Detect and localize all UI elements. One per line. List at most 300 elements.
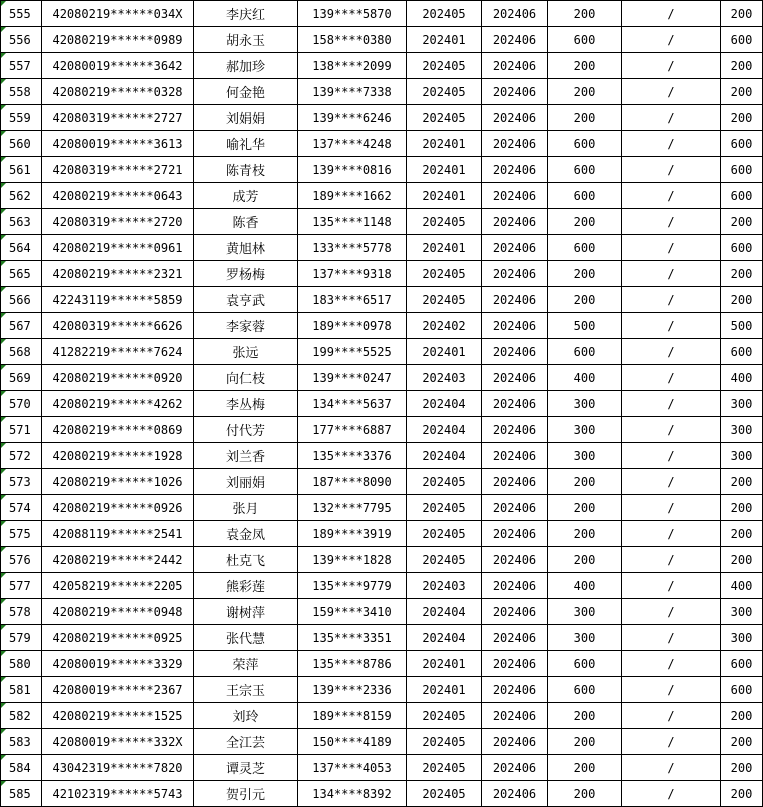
id-number-cell: 42080219******2321 <box>42 261 194 287</box>
end-month-cell: 202406 <box>482 599 548 625</box>
end-month-cell: 202406 <box>482 235 548 261</box>
deduction-cell: / <box>622 183 721 209</box>
phone-cell: 137****4248 <box>298 131 407 157</box>
name-cell: 何金艳 <box>194 79 298 105</box>
amount-cell: 600 <box>548 131 622 157</box>
end-month-cell: 202406 <box>482 755 548 781</box>
table-row <box>1 157 763 183</box>
deduction-cell: / <box>622 313 721 339</box>
phone-cell: 177****6887 <box>298 417 407 443</box>
amount-cell: 200 <box>548 521 622 547</box>
table-row <box>1 79 763 105</box>
amount-cell: 600 <box>548 651 622 677</box>
deduction-cell: / <box>622 105 721 131</box>
amount-cell: 300 <box>548 443 622 469</box>
id-number-cell: 43042319******7820 <box>42 755 194 781</box>
total-cell: 200 <box>721 1 763 27</box>
phone-cell: 134****8392 <box>298 781 407 807</box>
end-month-cell: 202406 <box>482 703 548 729</box>
amount-cell: 600 <box>548 677 622 703</box>
total-cell: 600 <box>721 651 763 677</box>
start-month-cell: 202405 <box>407 79 482 105</box>
id-number-cell: 42080219******034X <box>42 1 194 27</box>
end-month-cell: 202406 <box>482 729 548 755</box>
deduction-cell: / <box>622 469 721 495</box>
id-number-cell: 42080319******2720 <box>42 209 194 235</box>
name-cell: 袁亨武 <box>194 287 298 313</box>
total-cell: 300 <box>721 391 763 417</box>
end-month-cell: 202406 <box>482 209 548 235</box>
phone-cell: 135****9779 <box>298 573 407 599</box>
total-cell: 200 <box>721 79 763 105</box>
phone-cell: 135****3351 <box>298 625 407 651</box>
id-number-cell: 42080319******6626 <box>42 313 194 339</box>
name-cell: 谢树萍 <box>194 599 298 625</box>
table-row <box>1 599 763 625</box>
name-cell: 刘玲 <box>194 703 298 729</box>
total-cell: 200 <box>721 209 763 235</box>
name-cell: 李家蓉 <box>194 313 298 339</box>
name-cell: 李丛梅 <box>194 391 298 417</box>
id-number-cell: 42243119******5859 <box>42 287 194 313</box>
start-month-cell: 202405 <box>407 547 482 573</box>
phone-cell: 139****0247 <box>298 365 407 391</box>
deduction-cell: / <box>622 53 721 79</box>
total-cell: 600 <box>721 183 763 209</box>
total-cell: 200 <box>721 53 763 79</box>
end-month-cell: 202406 <box>482 547 548 573</box>
total-cell: 200 <box>721 495 763 521</box>
table-row <box>1 209 763 235</box>
total-cell: 200 <box>721 521 763 547</box>
end-month-cell: 202406 <box>482 287 548 313</box>
name-cell: 谭灵芝 <box>194 755 298 781</box>
end-month-cell: 202406 <box>482 313 548 339</box>
row-number-cell: 568 <box>1 339 42 365</box>
id-number-cell: 42080219******0926 <box>42 495 194 521</box>
phone-cell: 135****1148 <box>298 209 407 235</box>
amount-cell: 200 <box>548 781 622 807</box>
phone-cell: 137****4053 <box>298 755 407 781</box>
amount-cell: 600 <box>548 183 622 209</box>
start-month-cell: 202404 <box>407 391 482 417</box>
id-number-cell: 42080219******0328 <box>42 79 194 105</box>
row-number-cell: 581 <box>1 677 42 703</box>
total-cell: 500 <box>721 313 763 339</box>
name-cell: 张远 <box>194 339 298 365</box>
amount-cell: 200 <box>548 79 622 105</box>
deduction-cell: / <box>622 157 721 183</box>
amount-cell: 200 <box>548 495 622 521</box>
amount-cell: 300 <box>548 625 622 651</box>
start-month-cell: 202401 <box>407 677 482 703</box>
row-number-cell: 574 <box>1 495 42 521</box>
amount-cell: 600 <box>548 27 622 53</box>
id-number-cell: 42080319******2727 <box>42 105 194 131</box>
total-cell: 600 <box>721 27 763 53</box>
end-month-cell: 202406 <box>482 261 548 287</box>
name-cell: 黄旭林 <box>194 235 298 261</box>
row-number-cell: 571 <box>1 417 42 443</box>
phone-cell: 134****5637 <box>298 391 407 417</box>
deduction-cell: / <box>622 443 721 469</box>
phone-cell: 139****2336 <box>298 677 407 703</box>
name-cell: 李庆红 <box>194 1 298 27</box>
phone-cell: 189****3919 <box>298 521 407 547</box>
row-number-cell: 564 <box>1 235 42 261</box>
end-month-cell: 202406 <box>482 573 548 599</box>
total-cell: 300 <box>721 599 763 625</box>
name-cell: 张月 <box>194 495 298 521</box>
id-number-cell: 42080219******1026 <box>42 469 194 495</box>
total-cell: 200 <box>721 469 763 495</box>
row-number-cell: 558 <box>1 79 42 105</box>
name-cell: 刘丽娟 <box>194 469 298 495</box>
table-row <box>1 391 763 417</box>
deduction-cell: / <box>622 79 721 105</box>
deduction-cell: / <box>622 547 721 573</box>
amount-cell: 600 <box>548 235 622 261</box>
name-cell: 陈香 <box>194 209 298 235</box>
phone-cell: 133****5778 <box>298 235 407 261</box>
start-month-cell: 202401 <box>407 157 482 183</box>
row-number-cell: 562 <box>1 183 42 209</box>
deduction-cell: / <box>622 573 721 599</box>
name-cell: 陈青枝 <box>194 157 298 183</box>
table-row <box>1 235 763 261</box>
end-month-cell: 202406 <box>482 1 548 27</box>
phone-cell: 189****0978 <box>298 313 407 339</box>
id-number-cell: 42080019******3613 <box>42 131 194 157</box>
name-cell: 胡永玉 <box>194 27 298 53</box>
row-number-cell: 560 <box>1 131 42 157</box>
deduction-cell: / <box>622 599 721 625</box>
phone-cell: 139****1828 <box>298 547 407 573</box>
total-cell: 600 <box>721 339 763 365</box>
id-number-cell: 42080219******2442 <box>42 547 194 573</box>
start-month-cell: 202405 <box>407 261 482 287</box>
start-month-cell: 202401 <box>407 183 482 209</box>
row-number-cell: 585 <box>1 781 42 807</box>
deduction-cell: / <box>622 755 721 781</box>
deduction-cell: / <box>622 495 721 521</box>
row-number-cell: 567 <box>1 313 42 339</box>
deduction-cell: / <box>622 521 721 547</box>
row-number-cell: 577 <box>1 573 42 599</box>
table-row <box>1 27 763 53</box>
amount-cell: 300 <box>548 599 622 625</box>
name-cell: 杜克飞 <box>194 547 298 573</box>
amount-cell: 600 <box>548 157 622 183</box>
id-number-cell: 42080219******1928 <box>42 443 194 469</box>
table-row <box>1 781 763 807</box>
table-row <box>1 261 763 287</box>
row-number-cell: 580 <box>1 651 42 677</box>
amount-cell: 200 <box>548 53 622 79</box>
row-number-cell: 578 <box>1 599 42 625</box>
total-cell: 300 <box>721 443 763 469</box>
row-number-cell: 556 <box>1 27 42 53</box>
phone-cell: 138****2099 <box>298 53 407 79</box>
name-cell: 王宗玉 <box>194 677 298 703</box>
end-month-cell: 202406 <box>482 27 548 53</box>
table-row <box>1 1 763 27</box>
phone-cell: 187****8090 <box>298 469 407 495</box>
row-number-cell: 584 <box>1 755 42 781</box>
amount-cell: 200 <box>548 547 622 573</box>
total-cell: 200 <box>721 755 763 781</box>
table-row <box>1 521 763 547</box>
start-month-cell: 202405 <box>407 495 482 521</box>
amount-cell: 200 <box>548 287 622 313</box>
table-row <box>1 287 763 313</box>
deduction-cell: / <box>622 131 721 157</box>
table-row <box>1 183 763 209</box>
start-month-cell: 202405 <box>407 105 482 131</box>
row-number-cell: 561 <box>1 157 42 183</box>
row-number-cell: 555 <box>1 1 42 27</box>
total-cell: 400 <box>721 365 763 391</box>
amount-cell: 200 <box>548 105 622 131</box>
start-month-cell: 202401 <box>407 339 482 365</box>
name-cell: 贺引元 <box>194 781 298 807</box>
row-number-cell: 575 <box>1 521 42 547</box>
table-row <box>1 131 763 157</box>
end-month-cell: 202406 <box>482 469 548 495</box>
table-row <box>1 105 763 131</box>
start-month-cell: 202405 <box>407 781 482 807</box>
amount-cell: 600 <box>548 339 622 365</box>
total-cell: 200 <box>721 703 763 729</box>
name-cell: 张代慧 <box>194 625 298 651</box>
table-row <box>1 443 763 469</box>
end-month-cell: 202406 <box>482 781 548 807</box>
name-cell: 郝加珍 <box>194 53 298 79</box>
total-cell: 600 <box>721 235 763 261</box>
row-number-cell: 579 <box>1 625 42 651</box>
deduction-cell: / <box>622 339 721 365</box>
start-month-cell: 202403 <box>407 573 482 599</box>
amount-cell: 300 <box>548 391 622 417</box>
row-number-cell: 582 <box>1 703 42 729</box>
amount-cell: 200 <box>548 209 622 235</box>
id-number-cell: 42080219******0920 <box>42 365 194 391</box>
id-number-cell: 42080219******0948 <box>42 599 194 625</box>
end-month-cell: 202406 <box>482 521 548 547</box>
start-month-cell: 202402 <box>407 313 482 339</box>
phone-cell: 135****8786 <box>298 651 407 677</box>
start-month-cell: 202401 <box>407 131 482 157</box>
id-number-cell: 41282219******7624 <box>42 339 194 365</box>
deduction-cell: / <box>622 703 721 729</box>
start-month-cell: 202405 <box>407 209 482 235</box>
start-month-cell: 202405 <box>407 521 482 547</box>
row-number-cell: 570 <box>1 391 42 417</box>
end-month-cell: 202406 <box>482 339 548 365</box>
amount-cell: 200 <box>548 729 622 755</box>
phone-cell: 159****3410 <box>298 599 407 625</box>
end-month-cell: 202406 <box>482 651 548 677</box>
name-cell: 向仁枝 <box>194 365 298 391</box>
id-number-cell: 42080019******3642 <box>42 53 194 79</box>
deduction-cell: / <box>622 287 721 313</box>
name-cell: 成芳 <box>194 183 298 209</box>
table-row <box>1 469 763 495</box>
row-number-cell: 572 <box>1 443 42 469</box>
name-cell: 刘娟娟 <box>194 105 298 131</box>
start-month-cell: 202405 <box>407 729 482 755</box>
amount-cell: 300 <box>548 417 622 443</box>
phone-cell: 189****1662 <box>298 183 407 209</box>
start-month-cell: 202405 <box>407 53 482 79</box>
deduction-cell: / <box>622 729 721 755</box>
id-number-cell: 42080219******0925 <box>42 625 194 651</box>
deduction-cell: / <box>622 651 721 677</box>
phone-cell: 189****8159 <box>298 703 407 729</box>
row-number-cell: 573 <box>1 469 42 495</box>
deduction-cell: / <box>622 365 721 391</box>
name-cell: 罗杨梅 <box>194 261 298 287</box>
deduction-cell: / <box>622 209 721 235</box>
amount-cell: 200 <box>548 703 622 729</box>
table-row <box>1 417 763 443</box>
amount-cell: 500 <box>548 313 622 339</box>
total-cell: 300 <box>721 625 763 651</box>
start-month-cell: 202401 <box>407 27 482 53</box>
phone-cell: 137****9318 <box>298 261 407 287</box>
total-cell: 600 <box>721 131 763 157</box>
name-cell: 全江芸 <box>194 729 298 755</box>
name-cell: 荣萍 <box>194 651 298 677</box>
id-number-cell: 42080219******0643 <box>42 183 194 209</box>
amount-cell: 200 <box>548 261 622 287</box>
id-number-cell: 42080019******2367 <box>42 677 194 703</box>
row-number-cell: 557 <box>1 53 42 79</box>
total-cell: 600 <box>721 677 763 703</box>
end-month-cell: 202406 <box>482 443 548 469</box>
table-row <box>1 53 763 79</box>
table-row <box>1 313 763 339</box>
start-month-cell: 202404 <box>407 599 482 625</box>
start-month-cell: 202405 <box>407 1 482 27</box>
table-row <box>1 365 763 391</box>
end-month-cell: 202406 <box>482 157 548 183</box>
total-cell: 200 <box>721 729 763 755</box>
total-cell: 400 <box>721 573 763 599</box>
phone-cell: 135****3376 <box>298 443 407 469</box>
end-month-cell: 202406 <box>482 417 548 443</box>
phone-cell: 132****7795 <box>298 495 407 521</box>
table-row <box>1 703 763 729</box>
start-month-cell: 202401 <box>407 651 482 677</box>
table-row <box>1 625 763 651</box>
id-number-cell: 42080019******332X <box>42 729 194 755</box>
id-number-cell: 42080219******0869 <box>42 417 194 443</box>
end-month-cell: 202406 <box>482 183 548 209</box>
row-number-cell: 569 <box>1 365 42 391</box>
id-number-cell: 42088119******2541 <box>42 521 194 547</box>
phone-cell: 158****0380 <box>298 27 407 53</box>
name-cell: 袁金凤 <box>194 521 298 547</box>
phone-cell: 150****4189 <box>298 729 407 755</box>
deduction-cell: / <box>622 1 721 27</box>
end-month-cell: 202406 <box>482 79 548 105</box>
start-month-cell: 202405 <box>407 287 482 313</box>
total-cell: 200 <box>721 547 763 573</box>
deduction-cell: / <box>622 677 721 703</box>
total-cell: 600 <box>721 157 763 183</box>
table-row <box>1 729 763 755</box>
id-number-cell: 42058219******2205 <box>42 573 194 599</box>
id-number-cell: 42080019******3329 <box>42 651 194 677</box>
row-number-cell: 576 <box>1 547 42 573</box>
table-row <box>1 339 763 365</box>
id-number-cell: 42102319******5743 <box>42 781 194 807</box>
start-month-cell: 202404 <box>407 417 482 443</box>
start-month-cell: 202405 <box>407 755 482 781</box>
table-row <box>1 651 763 677</box>
phone-cell: 139****6246 <box>298 105 407 131</box>
row-number-cell: 559 <box>1 105 42 131</box>
deduction-cell: / <box>622 625 721 651</box>
start-month-cell: 202404 <box>407 443 482 469</box>
table-row <box>1 755 763 781</box>
end-month-cell: 202406 <box>482 495 548 521</box>
start-month-cell: 202401 <box>407 235 482 261</box>
id-number-cell: 42080219******1525 <box>42 703 194 729</box>
table-row <box>1 677 763 703</box>
end-month-cell: 202406 <box>482 365 548 391</box>
end-month-cell: 202406 <box>482 131 548 157</box>
phone-cell: 139****7338 <box>298 79 407 105</box>
total-cell: 300 <box>721 417 763 443</box>
deduction-cell: / <box>622 261 721 287</box>
row-number-cell: 566 <box>1 287 42 313</box>
name-cell: 付代芳 <box>194 417 298 443</box>
total-cell: 200 <box>721 105 763 131</box>
end-month-cell: 202406 <box>482 677 548 703</box>
id-number-cell: 42080219******0989 <box>42 27 194 53</box>
name-cell: 喻礼华 <box>194 131 298 157</box>
total-cell: 200 <box>721 261 763 287</box>
row-number-cell: 563 <box>1 209 42 235</box>
amount-cell: 400 <box>548 573 622 599</box>
end-month-cell: 202406 <box>482 391 548 417</box>
start-month-cell: 202405 <box>407 703 482 729</box>
amount-cell: 200 <box>548 755 622 781</box>
table-body <box>1 1 763 807</box>
row-number-cell: 583 <box>1 729 42 755</box>
amount-cell: 200 <box>548 469 622 495</box>
end-month-cell: 202406 <box>482 625 548 651</box>
end-month-cell: 202406 <box>482 53 548 79</box>
amount-cell: 200 <box>548 1 622 27</box>
amount-cell: 400 <box>548 365 622 391</box>
table-row <box>1 573 763 599</box>
total-cell: 200 <box>721 287 763 313</box>
id-number-cell: 42080219******4262 <box>42 391 194 417</box>
deduction-cell: / <box>622 27 721 53</box>
table-row <box>1 495 763 521</box>
name-cell: 熊彩莲 <box>194 573 298 599</box>
start-month-cell: 202405 <box>407 469 482 495</box>
deduction-cell: / <box>622 781 721 807</box>
start-month-cell: 202403 <box>407 365 482 391</box>
phone-cell: 139****5870 <box>298 1 407 27</box>
deduction-cell: / <box>622 391 721 417</box>
row-number-cell: 565 <box>1 261 42 287</box>
start-month-cell: 202404 <box>407 625 482 651</box>
